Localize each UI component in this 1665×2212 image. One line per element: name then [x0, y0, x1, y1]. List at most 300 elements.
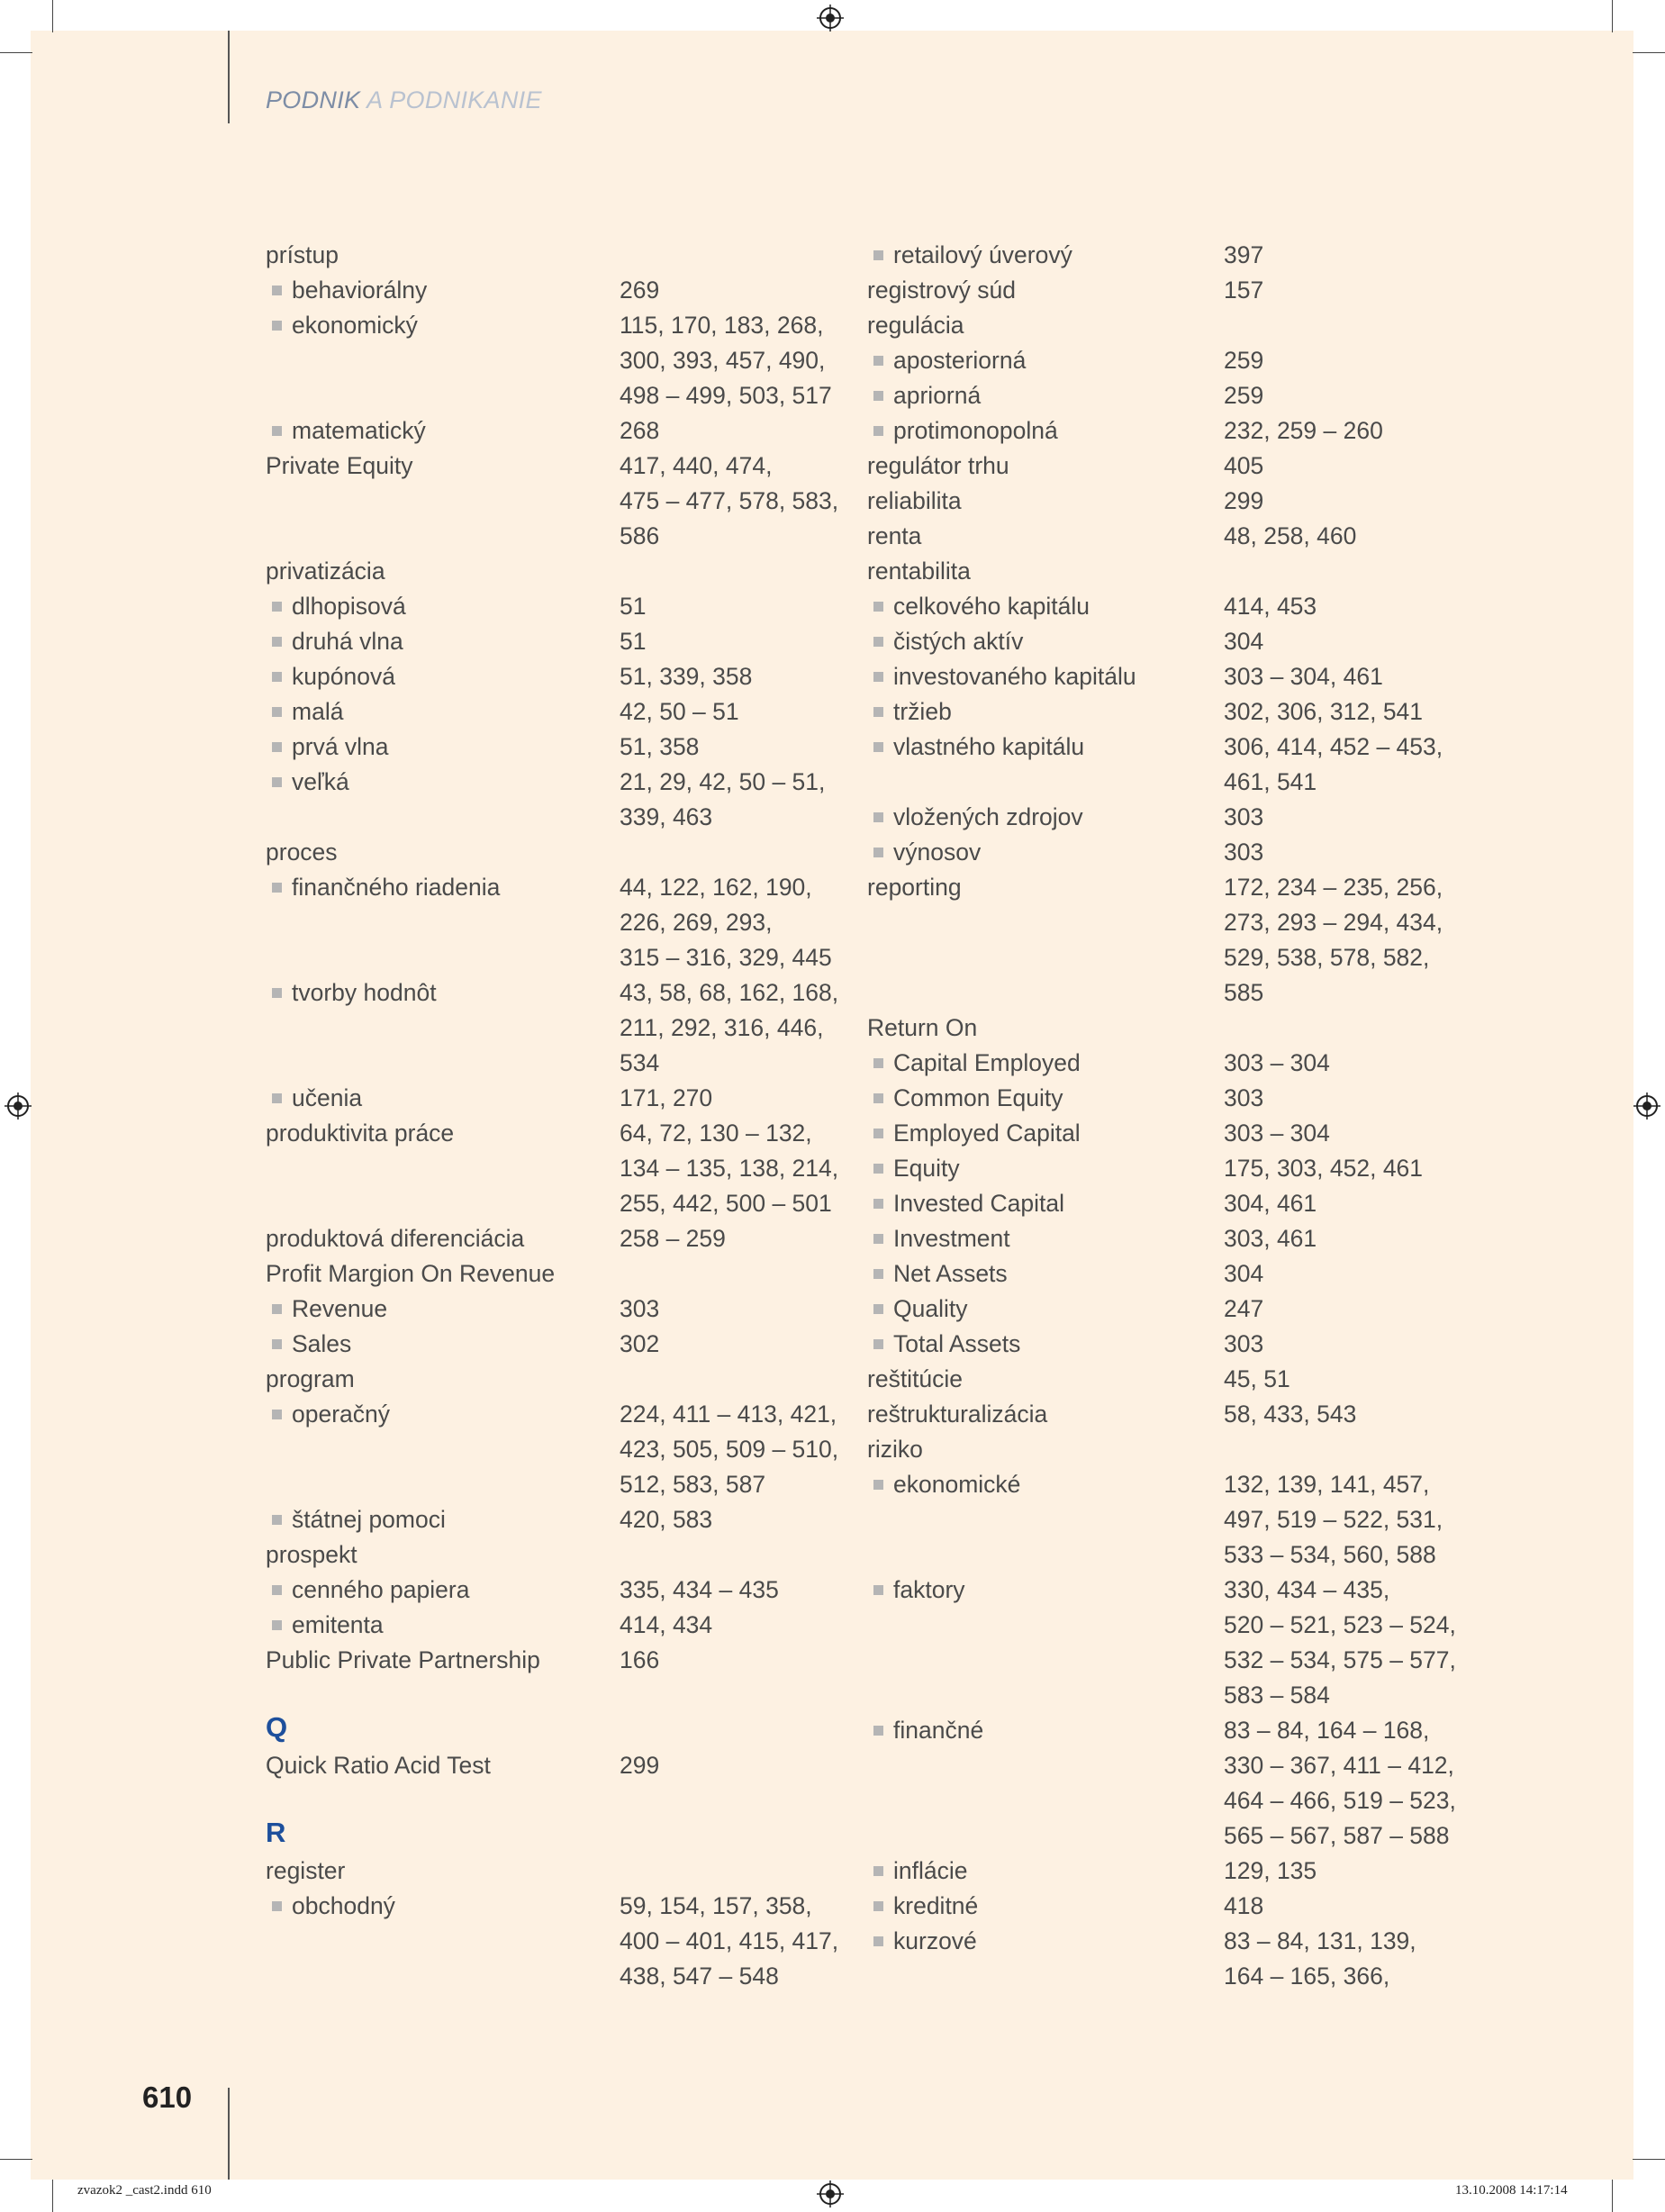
index-row	[867, 1151, 1479, 1186]
square-bullet-icon	[272, 1901, 282, 1911]
index-page-refs: 303 – 304, 461	[1224, 663, 1383, 690]
index-row	[867, 1959, 1479, 1994]
index-row	[266, 378, 842, 413]
index-row	[867, 449, 1479, 484]
index-term: prospekt	[266, 1541, 357, 1568]
index-row	[867, 413, 1479, 449]
index-row	[266, 343, 842, 378]
index-row	[867, 1854, 1479, 1889]
square-bullet-icon	[272, 286, 282, 295]
index-term: renta	[867, 522, 922, 549]
index-term: Employed Capital	[893, 1120, 1081, 1147]
index-row	[266, 800, 842, 835]
square-bullet-icon	[272, 321, 282, 331]
index-row	[266, 940, 842, 975]
index-letter: Q	[266, 1711, 288, 1743]
square-bullet-icon	[873, 1093, 883, 1103]
index-page-refs: 498 – 499, 503, 517	[620, 382, 832, 409]
index-page-refs: 464 – 466, 519 – 523,	[1224, 1787, 1456, 1814]
index-row	[867, 1292, 1479, 1327]
index-page-refs: 438, 547 – 548	[620, 1963, 779, 1990]
index-row	[266, 1397, 842, 1432]
index-term: matematický	[292, 417, 426, 444]
index-term: ekonomický	[292, 312, 418, 339]
index-page-refs: 303 – 304	[1224, 1120, 1330, 1147]
index-row	[867, 1537, 1479, 1573]
index-row	[266, 1924, 842, 1959]
index-term: štátnej pomoci	[292, 1506, 446, 1533]
index-row	[867, 1889, 1479, 1924]
square-bullet-icon	[873, 391, 883, 401]
index-row	[867, 1643, 1479, 1678]
index-page-refs: 512, 583, 587	[620, 1471, 766, 1498]
square-bullet-icon	[272, 777, 282, 787]
index-page-refs: 157	[1224, 276, 1264, 304]
index-term: Total Assets	[893, 1330, 1021, 1357]
index-term: finančného riadenia	[292, 874, 501, 901]
square-bullet-icon	[873, 1901, 883, 1911]
page-number: 610	[142, 2081, 193, 2114]
index-term: Quick Ratio Acid Test	[266, 1752, 491, 1779]
index-page-refs: 172, 234 – 235, 256,	[1224, 874, 1443, 901]
index-row	[266, 238, 842, 273]
square-bullet-icon	[272, 1585, 282, 1595]
index-row	[266, 308, 842, 343]
index-row	[266, 413, 842, 449]
index-row	[266, 905, 842, 940]
index-row	[266, 1151, 842, 1186]
index-page-refs: 400 – 401, 415, 417,	[620, 1927, 839, 1954]
index-row	[266, 870, 842, 905]
index-row	[867, 905, 1479, 940]
index-term: cenného papiera	[292, 1576, 470, 1603]
index-page-refs: 534	[620, 1049, 660, 1076]
square-bullet-icon	[873, 1936, 883, 1946]
index-page-refs: 134 – 135, 138, 214,	[620, 1155, 839, 1182]
index-page-refs: 21, 29, 42, 50 – 51,	[620, 768, 826, 795]
index-row	[867, 1432, 1479, 1467]
index-row	[867, 554, 1479, 589]
index-row	[867, 1748, 1479, 1783]
index-page-refs: 302	[620, 1330, 660, 1357]
index-term: inflácie	[893, 1857, 968, 1884]
index-term: operačný	[292, 1401, 391, 1428]
index-term: Capital Employed	[893, 1049, 1081, 1076]
index-term: reliabilita	[867, 487, 962, 514]
index-page-refs: 330 – 367, 411 – 412,	[1224, 1752, 1454, 1779]
index-term: malá	[292, 698, 344, 725]
square-bullet-icon	[272, 1093, 282, 1103]
header-part-2: A PODNIKANIE	[360, 86, 542, 113]
square-bullet-icon	[873, 1129, 883, 1138]
square-bullet-icon	[873, 356, 883, 366]
index-page-refs: 299	[1224, 487, 1264, 514]
index-row	[867, 519, 1479, 554]
square-bullet-icon	[873, 1304, 883, 1314]
index-page-refs: 44, 122, 162, 190,	[620, 874, 812, 901]
index-row	[266, 1432, 842, 1467]
square-bullet-icon	[272, 637, 282, 647]
index-page-refs: 83 – 84, 164 – 168,	[1224, 1717, 1430, 1744]
index-row	[266, 1081, 842, 1116]
index-term: retailový úverový	[893, 241, 1072, 268]
index-term: veľká	[292, 768, 349, 795]
index-row	[266, 765, 842, 800]
index-page-refs: 303	[1224, 839, 1264, 866]
index-row	[867, 308, 1479, 343]
index-row	[266, 1362, 842, 1397]
index-page-refs: 475 – 477, 578, 583,	[620, 487, 839, 514]
index-row	[867, 273, 1479, 308]
index-page-refs: 259	[1224, 382, 1264, 409]
index-term: Invested Capital	[893, 1190, 1065, 1217]
index-row	[266, 484, 842, 519]
index-page-refs: 299	[620, 1752, 660, 1779]
index-row	[266, 730, 842, 765]
index-row	[867, 835, 1479, 870]
index-row	[266, 624, 842, 659]
index-page-refs: 64, 72, 130 – 132,	[620, 1120, 812, 1147]
index-page-refs: 255, 442, 500 – 501	[620, 1190, 832, 1217]
header-part-1: PODNIK	[266, 86, 361, 113]
index-row	[266, 1011, 842, 1046]
index-term: register	[266, 1857, 346, 1884]
square-bullet-icon	[873, 1164, 883, 1174]
index-row	[867, 378, 1479, 413]
square-bullet-icon	[272, 672, 282, 682]
square-bullet-icon	[873, 637, 883, 647]
index-row	[867, 1362, 1479, 1397]
index-term: Sales	[292, 1330, 352, 1357]
index-page-refs: 335, 434 – 435	[620, 1576, 779, 1603]
square-bullet-icon	[272, 1410, 282, 1419]
index-term: program	[266, 1365, 355, 1392]
index-page-refs: 166	[620, 1646, 660, 1673]
index-row	[867, 870, 1479, 905]
index-row	[867, 730, 1479, 765]
square-bullet-icon	[873, 672, 883, 682]
index-row	[867, 1783, 1479, 1818]
index-row	[266, 1643, 842, 1678]
index-row	[266, 1748, 842, 1783]
square-bullet-icon	[873, 250, 883, 260]
index-page-refs: 171, 270	[620, 1084, 713, 1111]
index-page-refs: 45, 51	[1224, 1365, 1290, 1392]
index-row	[266, 694, 842, 730]
index-row	[266, 1327, 842, 1362]
index-row	[867, 484, 1479, 519]
index-page-refs: 273, 293 – 294, 434,	[1224, 909, 1443, 936]
index-term: vložených zdrojov	[893, 803, 1083, 830]
index-term: kreditné	[893, 1892, 979, 1919]
index-row	[867, 1081, 1479, 1116]
index-row	[867, 1467, 1479, 1502]
index-term: Private Equity	[266, 452, 413, 479]
index-page-refs: 414, 434	[620, 1611, 713, 1638]
square-bullet-icon	[873, 1269, 883, 1279]
index-page-refs: 303	[1224, 1084, 1264, 1111]
index-term: výnosov	[893, 839, 982, 866]
index-term: učenia	[292, 1084, 363, 1111]
index-page-refs: 330, 434 – 435,	[1224, 1576, 1390, 1603]
index-row	[867, 1608, 1479, 1643]
index-page-refs: 300, 393, 457, 490,	[620, 347, 826, 374]
index-page-refs: 303	[1224, 1330, 1264, 1357]
index-term: regulátor trhu	[867, 452, 1009, 479]
index-row	[266, 554, 842, 589]
square-bullet-icon	[272, 1339, 282, 1349]
index-term: registrový súd	[867, 276, 1016, 304]
index-page-refs: 226, 269, 293,	[620, 909, 773, 936]
index-term: reporting	[867, 874, 962, 901]
index-row	[867, 1256, 1479, 1292]
square-bullet-icon	[873, 1234, 883, 1244]
index-term: Public Private Partnership	[266, 1646, 540, 1673]
index-page-refs: 533 – 534, 560, 588	[1224, 1541, 1436, 1568]
registration-mark-icon	[1633, 1092, 1660, 1120]
index-row	[867, 1502, 1479, 1537]
index-term: finančné	[893, 1717, 984, 1744]
index-row	[867, 659, 1479, 694]
index-column-left	[266, 238, 842, 1994]
crop-mark	[1612, 0, 1613, 32]
index-page-refs: 258 – 259	[620, 1225, 726, 1252]
square-bullet-icon	[873, 426, 883, 436]
index-row	[867, 975, 1479, 1011]
registration-mark-icon	[817, 2180, 844, 2207]
index-page-refs: 164 – 165, 366,	[1224, 1963, 1390, 1990]
crop-mark	[0, 2159, 32, 2160]
index-row	[867, 1221, 1479, 1256]
index-row	[867, 1678, 1479, 1713]
index-page-refs: 304	[1224, 628, 1264, 655]
square-bullet-icon	[272, 602, 282, 612]
index-row	[266, 273, 842, 308]
index-row	[266, 659, 842, 694]
index-term: tvorby hodnôt	[292, 979, 437, 1006]
index-term: obchodný	[292, 1892, 395, 1919]
index-row	[266, 589, 842, 624]
square-bullet-icon	[272, 742, 282, 752]
index-row	[867, 1046, 1479, 1081]
index-row	[266, 1854, 842, 1889]
square-bullet-icon	[272, 988, 282, 998]
square-bullet-icon	[873, 1866, 883, 1876]
crop-mark	[52, 2180, 53, 2212]
index-term: riziko	[867, 1436, 923, 1463]
index-page-refs: 339, 463	[620, 803, 713, 830]
index-row	[867, 343, 1479, 378]
index-page-refs: 132, 139, 141, 457,	[1224, 1471, 1430, 1498]
square-bullet-icon	[873, 1199, 883, 1209]
index-term: Revenue	[292, 1295, 388, 1322]
crop-mark	[0, 52, 32, 53]
index-row	[867, 1116, 1479, 1151]
index-row	[266, 1537, 842, 1573]
index-term: tržieb	[893, 698, 952, 725]
index-row	[867, 765, 1479, 800]
index-row	[266, 449, 842, 484]
index-page-refs: 418	[1224, 1892, 1264, 1919]
square-bullet-icon	[272, 1620, 282, 1630]
index-row	[867, 624, 1479, 659]
index-term: kupónová	[292, 663, 395, 690]
crop-mark	[1612, 2180, 1613, 2212]
index-page-refs: 115, 170, 183, 268,	[620, 312, 824, 339]
square-bullet-icon	[272, 883, 282, 893]
index-row	[867, 1818, 1479, 1854]
index-page-refs: 303	[1224, 803, 1264, 830]
index-term: Net Assets	[893, 1260, 1008, 1287]
index-term: ekonomické	[893, 1471, 1021, 1498]
square-bullet-icon	[873, 1480, 883, 1490]
index-term: produktivita práce	[266, 1120, 455, 1147]
index-row	[867, 694, 1479, 730]
index-term: kurzové	[893, 1927, 977, 1954]
index-term: prvá vlna	[292, 733, 389, 760]
index-page-refs: 51, 339, 358	[620, 663, 753, 690]
index-page-refs: 48, 258, 460	[1224, 522, 1357, 549]
index-letter-row	[266, 1783, 842, 1854]
index-page-refs: 405	[1224, 452, 1264, 479]
index-row	[266, 835, 842, 870]
registration-mark-icon	[5, 1092, 32, 1120]
index-page-refs: 43, 58, 68, 162, 168,	[620, 979, 839, 1006]
crop-mark	[52, 0, 53, 32]
index-page-refs: 497, 519 – 522, 531,	[1224, 1506, 1443, 1533]
index-page-refs: 232, 259 – 260	[1224, 417, 1383, 444]
index-row	[266, 1608, 842, 1643]
index-row	[867, 238, 1479, 273]
square-bullet-icon	[873, 1726, 883, 1736]
index-page-refs: 583 – 584	[1224, 1682, 1330, 1709]
index-row	[266, 1467, 842, 1502]
index-page-refs: 532 – 534, 575 – 577,	[1224, 1646, 1456, 1673]
index-term: produktová diferenciácia	[266, 1225, 525, 1252]
index-page-refs: 42, 50 – 51	[620, 698, 739, 725]
index-row	[867, 1924, 1479, 1959]
index-term: regulácia	[867, 312, 964, 339]
square-bullet-icon	[873, 848, 883, 857]
running-header	[266, 86, 542, 114]
index-term: Common Equity	[893, 1084, 1063, 1111]
index-page-refs: 303, 461	[1224, 1225, 1317, 1252]
index-row	[266, 1959, 842, 1994]
index-page-refs: 51, 358	[620, 733, 700, 760]
index-page-refs: 59, 154, 157, 358,	[620, 1892, 812, 1919]
index-row	[867, 800, 1479, 835]
index-page-refs: 304	[1224, 1260, 1264, 1287]
index-term: investovaného kapitálu	[893, 663, 1136, 690]
index-letter-row	[266, 1678, 842, 1748]
index-row	[867, 1186, 1479, 1221]
index-column-right	[867, 238, 1479, 1994]
crop-mark	[1633, 52, 1665, 53]
index-page-refs: 129, 135	[1224, 1857, 1317, 1884]
index-row	[266, 1292, 842, 1327]
index-row	[266, 1046, 842, 1081]
index-page-refs: 83 – 84, 131, 139,	[1224, 1927, 1416, 1954]
square-bullet-icon	[873, 707, 883, 717]
index-row	[266, 975, 842, 1011]
index-term: Return On	[867, 1014, 978, 1041]
index-row	[266, 1116, 842, 1151]
index-term: dlhopisová	[292, 593, 406, 620]
index-term: Equity	[893, 1155, 960, 1182]
square-bullet-icon	[873, 602, 883, 612]
index-term: aposteriorná	[893, 347, 1027, 374]
index-page-refs: 302, 306, 312, 541	[1224, 698, 1424, 725]
index-page-refs: 586	[620, 522, 660, 549]
index-term: privatizácia	[266, 558, 385, 585]
index-page-refs: 304, 461	[1224, 1190, 1317, 1217]
square-bullet-icon	[272, 1304, 282, 1314]
index-term: proces	[266, 839, 338, 866]
index-page-refs: 247	[1224, 1295, 1264, 1322]
index-row	[867, 1397, 1479, 1432]
index-page-refs: 269	[620, 276, 660, 304]
index-row	[266, 1186, 842, 1221]
index-term: rentabilita	[867, 558, 971, 585]
index-row	[867, 1713, 1479, 1748]
registration-mark-icon	[817, 5, 844, 32]
index-page-refs: 414, 453	[1224, 593, 1317, 620]
index-page-refs: 420, 583	[620, 1506, 713, 1533]
index-term: prístup	[266, 241, 339, 268]
footer-rule	[228, 2088, 230, 2180]
index-term: Investment	[893, 1225, 1010, 1252]
index-page-refs: 58, 433, 543	[1224, 1401, 1357, 1428]
index-term: faktory	[893, 1576, 965, 1603]
index-page-refs: 315 – 316, 329, 445	[620, 944, 832, 971]
index-page-refs: 175, 303, 452, 461	[1224, 1155, 1424, 1182]
index-term: Profit Margion On Revenue	[266, 1260, 556, 1287]
index-page-refs: 423, 505, 509 – 510,	[620, 1436, 839, 1463]
index-row	[867, 1573, 1479, 1608]
index-term: vlastného kapitálu	[893, 733, 1085, 760]
index-term: druhá vlna	[292, 628, 403, 655]
square-bullet-icon	[272, 707, 282, 717]
index-term: čistých aktív	[893, 628, 1024, 655]
index-term: protimonopolná	[893, 417, 1058, 444]
index-page-refs: 529, 538, 578, 582,	[1224, 944, 1430, 971]
crop-mark	[1633, 2159, 1665, 2160]
index-page-refs: 211, 292, 316, 446,	[620, 1014, 824, 1041]
index-term: celkového kapitálu	[893, 593, 1090, 620]
index-page-refs: 520 – 521, 523 – 524,	[1224, 1611, 1456, 1638]
index-term: reštitúcie	[867, 1365, 964, 1392]
index-page-refs: 585	[1224, 979, 1264, 1006]
index-row	[867, 940, 1479, 975]
index-page-refs: 417, 440, 474,	[620, 452, 773, 479]
index-page-refs: 565 – 567, 587 – 588	[1224, 1822, 1450, 1849]
index-row	[867, 1327, 1479, 1362]
index-row	[266, 1502, 842, 1537]
index-term: apriorná	[893, 382, 982, 409]
index-page-refs: 303	[620, 1295, 660, 1322]
square-bullet-icon	[272, 1515, 282, 1525]
slug-left: zvazok2 _cast2.indd 610	[77, 2183, 212, 2198]
index-row	[266, 1256, 842, 1292]
index-row	[266, 519, 842, 554]
slug-right: 13.10.2008 14:17:14	[1455, 2183, 1568, 2198]
index-term: emitenta	[292, 1611, 384, 1638]
index-term: reštrukturalizácia	[867, 1401, 1048, 1428]
index-page-refs: 259	[1224, 347, 1264, 374]
index-page-refs: 51	[620, 628, 647, 655]
index-row	[867, 1011, 1479, 1046]
index-page-refs: 268	[620, 417, 660, 444]
